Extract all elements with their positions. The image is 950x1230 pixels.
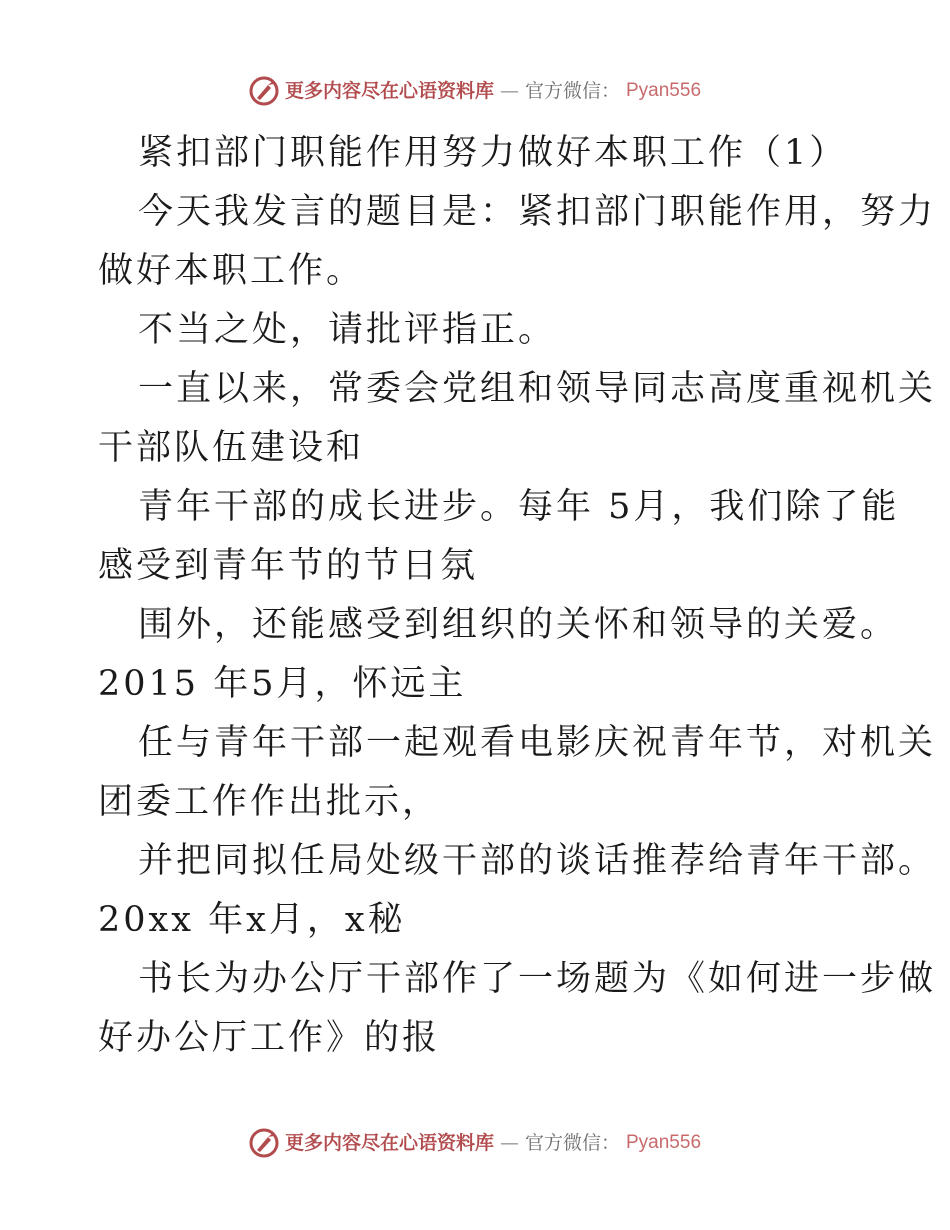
text-line: 今天我发言的题目是：紧扣部门职能作用，努力 (138, 192, 937, 232)
paragraph (98, 832, 937, 950)
banner-main-text: 更多内容尽在心语资料库 (284, 1132, 494, 1154)
text-line: 紧扣部门职能作用努力做好本职工作（1） (138, 133, 848, 173)
banner-main-text: 更多内容尽在心语资料库 (284, 80, 494, 102)
header-banner (0, 76, 950, 106)
text-line: 不当之处，请批评指正。 (138, 310, 557, 350)
text-line: 团委工作作出批示， (98, 782, 441, 822)
paragraph (98, 183, 937, 301)
text-line: 干部队伍建设和 (98, 428, 365, 468)
banner-wechat-id: Pyan556 (626, 1132, 702, 1153)
banner-wechat-label: 官方微信： (524, 1132, 620, 1154)
paragraph (98, 714, 937, 832)
paragraph (98, 478, 900, 596)
text-line: 做好本职工作。 (98, 251, 365, 291)
document-body (98, 124, 937, 1068)
banner-wechat-id: Pyan556 (626, 80, 702, 101)
footer-banner (0, 1128, 950, 1158)
quill-logo-icon (249, 76, 279, 106)
text-line: 好办公厅工作》的报 (98, 1018, 441, 1058)
text-line: 围外，还能感受到组织的关怀和领导的关爱。 (138, 605, 899, 645)
banner-separator: — (499, 80, 519, 102)
text-line: 2015 年5月，怀远主 (98, 664, 467, 704)
document-title (98, 124, 854, 183)
paragraph (98, 360, 937, 478)
paragraph (98, 950, 937, 1068)
text-line: 感受到青年节的节日氛 (98, 546, 479, 586)
paragraph (98, 301, 854, 360)
quill-logo-icon (249, 1128, 279, 1158)
text-line: 任与青年干部一起观看电影庆祝青年节，对机关 (138, 723, 937, 763)
text-line: 一直以来，常委会党组和领导同志高度重视机关 (138, 369, 937, 409)
paragraph (98, 596, 899, 714)
banner-wechat-label: 官方微信： (524, 80, 620, 102)
banner-separator: — (499, 1132, 519, 1154)
text-line: 并把同拟任局处级干部的谈话推荐给青年干部。 (138, 841, 937, 881)
text-line: 20xx 年x月，x秘 (98, 900, 406, 940)
text-line: 书长为办公厅干部作了一场题为《如何进一步做 (138, 959, 937, 999)
text-line: 青年干部的成长进步。每年 5月，我们除了能 (138, 487, 900, 527)
